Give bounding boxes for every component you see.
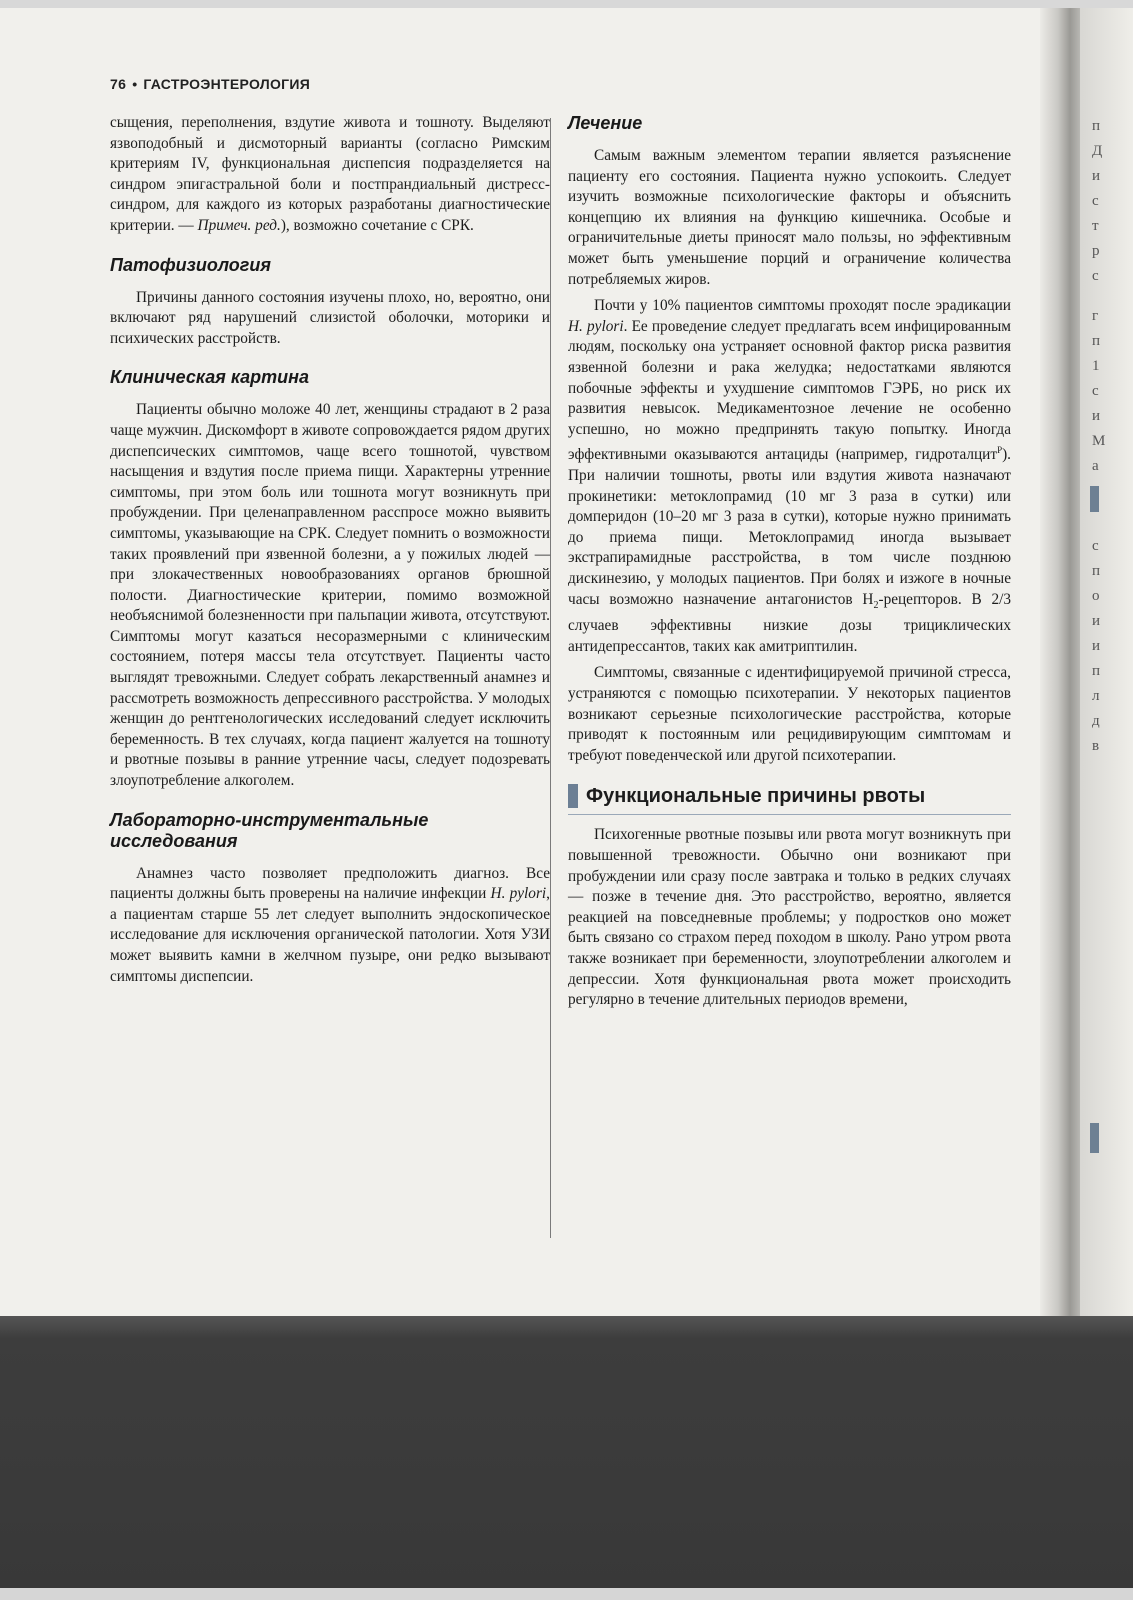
- running-head: [110, 76, 310, 92]
- section-title: ГАСТРОЭНТЕРОЛОГИЯ: [143, 76, 311, 92]
- adjacent-page-letter: с: [1092, 268, 1099, 284]
- section-heading-text: Функциональные причины рвоты: [586, 785, 926, 808]
- adjacent-page-letter: и: [1092, 168, 1101, 184]
- adjacent-page-letter: п: [1092, 563, 1101, 579]
- text-run: сыщения, переполнения, вздутие живота и тошноту. Выделяют язвоподобный и дисмоторный варианты (согласно Римским критериям IV, функциональная диспепсия подразделяется на синдром эпигастральной боли и постпрандиальный дистресс-синдром, для каждого из которых разработаны диагностические критерии. —: [110, 114, 550, 234]
- right-column: [568, 113, 1011, 1011]
- adjacent-page-letter: г: [1092, 308, 1099, 324]
- paragraph-treatment-2: [568, 296, 1011, 657]
- adjacent-page-letter: п: [1092, 118, 1101, 134]
- text-run: -рецепторов. В 2/3 случаев эффективны низкие дозы трициклических антидепрессантов, таких как амитриптилин.: [568, 590, 1011, 655]
- text-run: , а пациентам старше 55 лет следует выполнить эндоскопическое исследование для исключения органической патологии. Хотя УЗИ может выявить камни в желчном пузыре, они редко вызывают симптомы диспепсии.: [110, 885, 550, 985]
- scan-top-edge: [0, 0, 1133, 8]
- adjacent-page-letter: с: [1092, 383, 1099, 399]
- section-heading-functional-vomiting: [568, 782, 1011, 815]
- left-column: [110, 113, 550, 987]
- section-marker: [568, 784, 578, 808]
- adjacent-page-edge: [1080, 8, 1133, 1316]
- adjacent-page-letter: и: [1092, 638, 1101, 654]
- adjacent-page-letter: Д: [1092, 143, 1103, 159]
- paragraph-treatment-1: Самым важным элементом терапии является разъяснение пациенту его состояния. Пациента нужно успокоить. Следует изучить возможные психологические факторы и объяснить концепцию их влияния на функцию кишечника. Особые и ограничительные диеты приносят мало пользы, но эффективным может быть уменьшение порций и ограничение количества потребляемых жиров.: [568, 147, 1011, 288]
- adjacent-page-letter: д: [1092, 713, 1100, 729]
- adjacent-page-letter: М: [1092, 433, 1106, 449]
- heading-line: исследования: [110, 830, 238, 851]
- adjacent-page-section-marker: [1090, 486, 1099, 512]
- adjacent-page-letter: п: [1092, 663, 1101, 679]
- species-name: H. pylori: [490, 885, 547, 903]
- heading-lab-studies: [110, 810, 550, 852]
- adjacent-page-letter: 1: [1092, 358, 1100, 374]
- text-run: ), возможно сочетание с СРК.: [280, 216, 474, 234]
- adjacent-page-letter: с: [1092, 193, 1099, 209]
- adjacent-page-letter: р: [1092, 243, 1100, 259]
- paragraph-pathophysiology: Причины данного состояния изучены плохо, но, вероятно, они включают ряд нарушений слизистой оболочки, моторики и психических расстройств.: [110, 288, 550, 347]
- text-run: Анамнез часто позволяет предположить диагноз. Все пациенты должны быть проверены на наличие инфекции: [110, 864, 550, 903]
- paragraph-intro: [110, 113, 550, 237]
- adjacent-page-section-marker: [1090, 1123, 1099, 1153]
- scanner-background: [0, 1316, 1133, 1600]
- paragraph-functional-vomiting: Психогенные рвотные позывы или рвота могут возникнуть при повышенной тревожности. Обычно они возникают при пробуждении или сразу после завтрака и только в редких случаях — позже в течение дня. Это расстройство, вероятно, является реакцией на повседневные проблемы; у подростков оно может быть связано со страхом перед походом в школу. Рано утром рвота также возникает при беременности, злоупотреблении алкоголем и депрессии. Хотя функциональная рвота может происходить регулярно в течение длительных периодов времени,: [568, 826, 1011, 1009]
- text-run: ). При наличии тошноты, рвоты или вздутия живота назначают прокинетики: метоклопрамид (10 мг 3 раза в сутки) или домперидон (10–20 мг 3 раза в сутки), которые нужно принимать до приема пищи. Метоклопрамид иногда вызывает экстрапирамидные расстройства, в том числе позднюю дискинезию, у молодых пациентов. При болях и изжоге в ночные часы возможно назначение антагонистов H: [568, 446, 1011, 608]
- adjacent-page-letter: в: [1092, 738, 1100, 754]
- page-number: 76: [110, 76, 127, 92]
- text-run: Почти у 10% пациентов симптомы проходят после эрадикации: [594, 297, 1011, 315]
- text-run: . Ее проведение следует предлагать всем инфицированным людям, поскольку она устраняет основной фактор риска развития язвенной болезни и рака желудка; недостатками являются побочные эффекты и ухудшение симптомов ГЭРБ, но риск их развития невысок. Медикаментозное лечение не особенно успешно, но можно предпринять такую попытку. Иногда эффективными оказываются антациды (например, гидроталцит: [568, 317, 1011, 464]
- heading-treatment: Лечение: [568, 113, 643, 133]
- paragraph-treatment-3: Симптомы, связанные с идентифицируемой причиной стресса, устраняются с помощью психотерапии. У некоторых пациентов возникают серьезные психологические расстройства, которые приводят к постоянным или рецидивирующим симптомам и требуют поведенческой или другой психотерапии.: [568, 664, 1011, 764]
- adjacent-page-letter: п: [1092, 333, 1101, 349]
- registered-mark: Р: [997, 445, 1003, 456]
- adjacent-page-letter: с: [1092, 538, 1099, 554]
- paragraph-lab-studies: [110, 864, 550, 988]
- adjacent-page-letter: и: [1092, 408, 1101, 424]
- scanner-edge-strip: [0, 1588, 1133, 1600]
- adjacent-page-letter: т: [1092, 218, 1099, 234]
- heading-line: Лабораторно-инструментальные: [110, 809, 429, 830]
- column-divider: [550, 118, 551, 1238]
- paragraph-clinical-picture: Пациенты обычно моложе 40 лет, женщины страдают в 2 раза чаще мужчин. Дискомфорт в животе сопровождается рядом других диспепсических симптомов, чаще всего тошнотой, чувством насыщения и вздутия после приема пищи. Характерны утренние симптомы, при этом боль или тошнота могут возникнуть при пробуждении. При целенаправленном расспросе можно выявить симптомы, указывающие на СРК. Следует помнить о возможности таких проявлений при язвенной болезни, а у пожилых людей — при злокачественных новообразованиях органов брюшной полости. Диагностические критерии, помимо возможной необъяснимой болезненности при пальпации живота, отсутствуют. Симптомы могут казаться несоразмерными с клиническим состоянием, потеря массы тела отсутствует. Пациенты часто выглядят тревожными. Следует собрать лекарственный анамнез и рассмотреть возможность депрессивного расстройства. У молодых женщин до рентгенологических исследований следует исключить беременность. В тех случаях, когда пациент жалуется на тошноту и рвотные позывы в ранние утренние часы, следует подозревать злоупотребление алкоголем.: [110, 401, 550, 790]
- heading-pathophysiology: Патофизиология: [110, 254, 271, 275]
- heading-clinical-picture: Клиническая картина: [110, 367, 310, 388]
- adjacent-page-letter: л: [1092, 688, 1100, 704]
- bullet-separator: •: [132, 76, 138, 92]
- book-spine-shadow: [1040, 8, 1080, 1316]
- editor-note: Примеч. ред.: [197, 216, 281, 234]
- species-name: H. pylori: [568, 317, 624, 335]
- subscript: 2: [873, 599, 879, 611]
- adjacent-page-letter: а: [1092, 458, 1099, 474]
- adjacent-page-letter: о: [1092, 588, 1100, 604]
- adjacent-page-letter: и: [1092, 613, 1101, 629]
